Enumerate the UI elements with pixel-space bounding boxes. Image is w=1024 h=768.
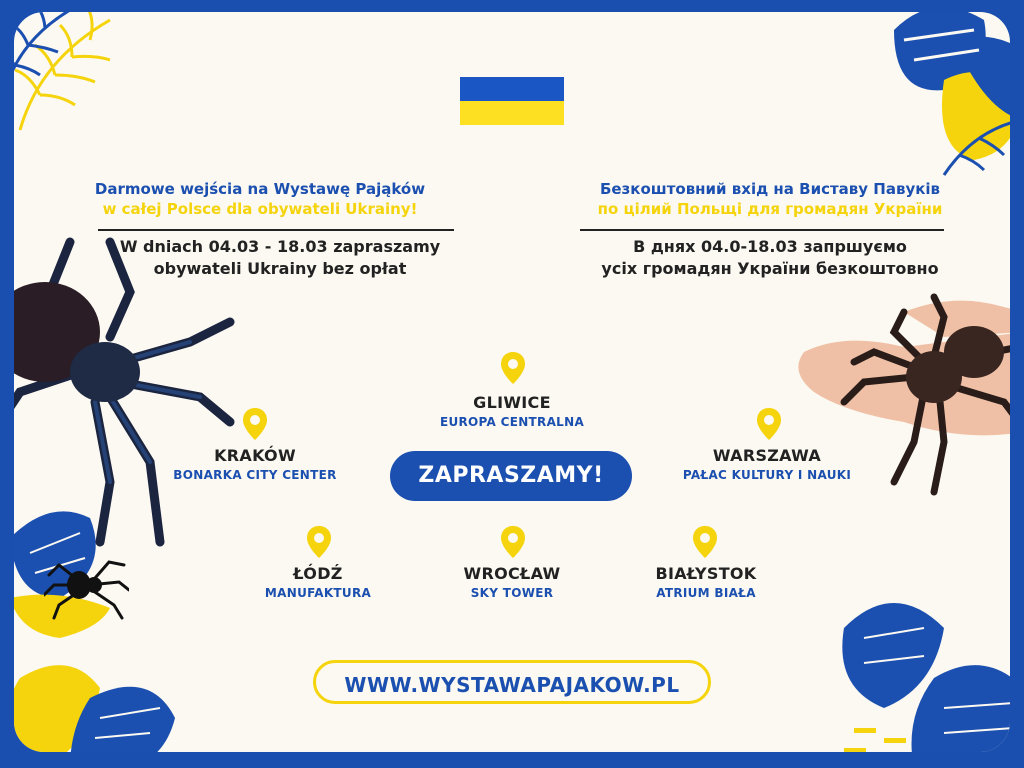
- leaf-decoration-top-left: [14, 12, 150, 140]
- polish-heading: [70, 179, 450, 219]
- flag-yellow-stripe: [460, 101, 564, 125]
- map-pin-icon-gliwice: [500, 351, 526, 385]
- location-gliwice: [412, 393, 612, 431]
- leaf-decoration-bottom-right: [824, 568, 1010, 752]
- map-pin-icon-krakow: [242, 407, 268, 441]
- city-name: BIAŁYSTOK: [655, 564, 757, 583]
- ukrainian-subtext: [560, 236, 980, 280]
- polish-subtext-line1: W dniach 04.03 - 18.03 zapraszamy: [119, 237, 441, 256]
- zapraszamy-button[interactable]: ZAPRASZAMY!: [390, 451, 632, 501]
- flag-blue-stripe: [460, 77, 564, 101]
- venue-name: EUROPA CENTRALNA: [439, 415, 585, 429]
- website-url-link[interactable]: WWW.WYSTAWAPAJAKOW.PL: [313, 660, 711, 704]
- city-name: WROCŁAW: [463, 564, 561, 583]
- venue-name: ATRIUM BIAŁA: [656, 586, 756, 600]
- ukrainian-divider: [580, 229, 944, 231]
- polish-heading-line2: w całej Polsce dla obywateli Ukrainy!: [102, 200, 418, 218]
- ukrainian-heading-line2: по цілий Польщі для громадян України: [597, 200, 943, 218]
- location-warszawa: [667, 446, 867, 484]
- location-bialystok: [606, 564, 806, 602]
- polish-divider: [98, 229, 454, 231]
- map-pin-icon-warszawa: [756, 407, 782, 441]
- poster-panel: [14, 12, 1010, 752]
- city-name: ŁÓDŹ: [293, 564, 343, 583]
- venue-name: SKY TOWER: [470, 586, 554, 600]
- ukrainian-heading: [560, 179, 980, 219]
- map-pin-icon-wroclaw: [500, 525, 526, 559]
- venue-name: BONARKA CITY CENTER: [173, 468, 337, 482]
- leaf-decoration-top-right: [794, 12, 1010, 190]
- city-name: KRAKÓW: [214, 446, 296, 465]
- ukraine-flag: [460, 77, 564, 125]
- polish-subtext-line2: obywateli Ukrainy bez opłat: [153, 259, 407, 278]
- small-spider-image: [44, 550, 129, 620]
- location-wroclaw: [412, 564, 612, 602]
- venue-name: PAŁAC KULTURY I NAUKI: [682, 468, 852, 482]
- location-krakow: [155, 446, 355, 484]
- city-name: WARSZAWA: [712, 446, 822, 465]
- ukrainian-subtext-line2: усіх громадян України безкоштовно: [601, 259, 939, 278]
- map-pin-icon-lodz: [306, 525, 332, 559]
- map-pin-icon-bialystok: [692, 525, 718, 559]
- ukrainian-subtext-line1: В днях 04.0-18.03 запршуємо: [633, 237, 907, 256]
- location-lodz: [218, 564, 418, 602]
- ukrainian-heading-line1: Безкоштовний вхід на Виставу Павуків: [599, 180, 941, 198]
- polish-heading-line1: Darmowe wejścia na Wystawę Pająków: [94, 180, 426, 198]
- polish-subtext: [80, 236, 480, 280]
- venue-name: MANUFAKTURA: [264, 586, 372, 600]
- city-name: GLIWICE: [473, 393, 551, 412]
